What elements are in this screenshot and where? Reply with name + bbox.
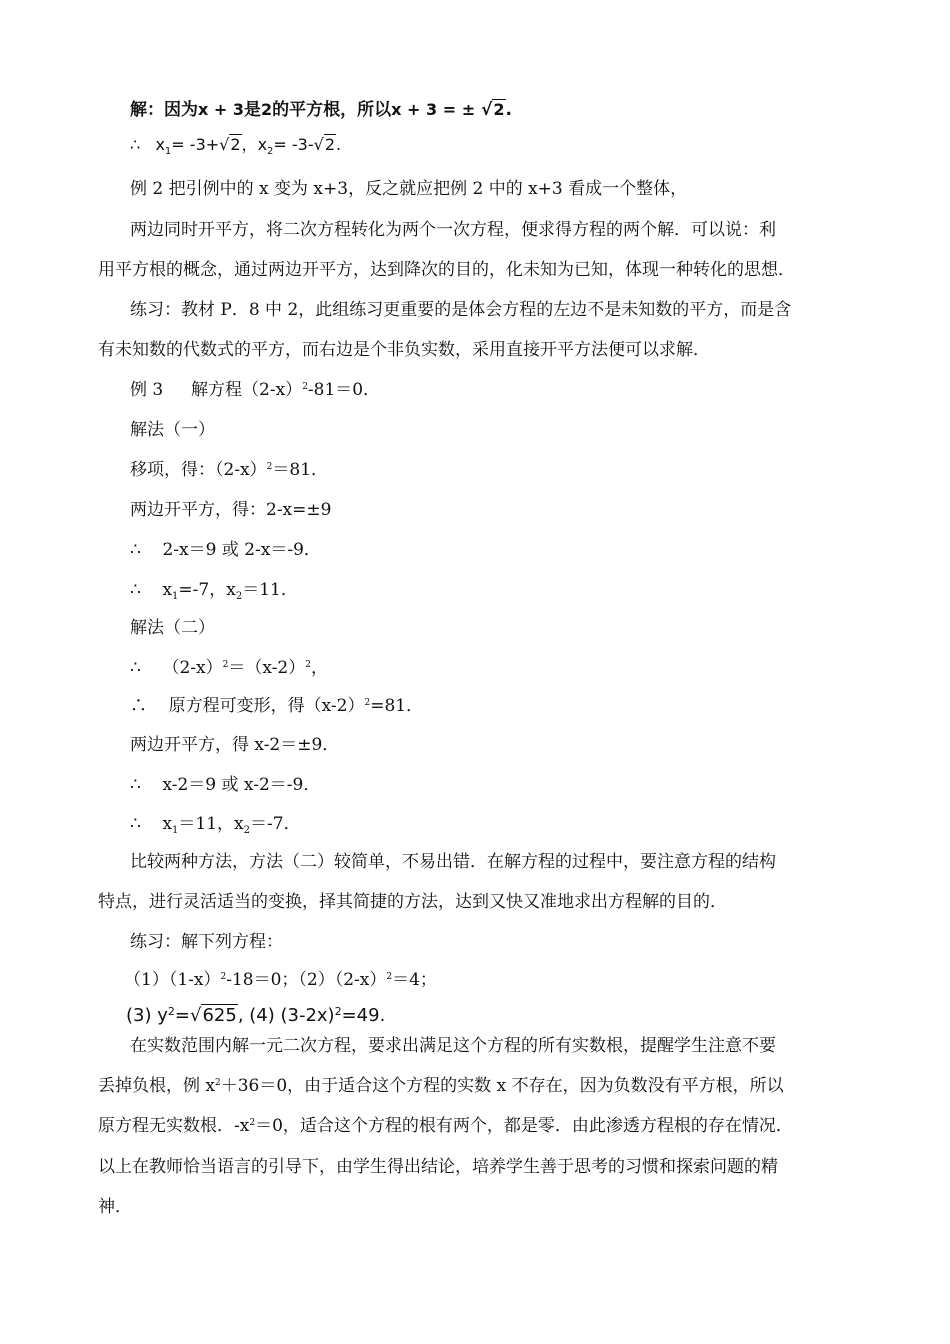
therefore-symbol: ∴ bbox=[130, 580, 141, 600]
expression: = -3- bbox=[273, 135, 314, 154]
text-segment: ＝4； bbox=[392, 970, 437, 990]
text-segment: 原方程可变形，得（x-2） bbox=[168, 696, 365, 716]
sqrt-sign: √ bbox=[219, 135, 230, 154]
superscript: 2 bbox=[220, 972, 227, 982]
text-segment: ＝0，适合这个方程的根有两个，都是零．由此渗透方程根的存在情况． bbox=[255, 1116, 793, 1136]
example-3-line bbox=[130, 378, 380, 402]
text-segment: x-2＝9 或 x-2＝-9． bbox=[162, 775, 321, 795]
therefore-symbol: ∴ bbox=[130, 775, 141, 795]
paragraph-line: 练习：教材 P．8 中 2，此组练习更重要的是体会方程的左边不是未知数的平方，而是含 bbox=[130, 300, 792, 320]
math-line bbox=[130, 578, 298, 602]
sqrt-sign: √ bbox=[313, 135, 324, 154]
period: . bbox=[505, 100, 512, 120]
superscript: 2 bbox=[334, 1005, 342, 1018]
paragraph-line: 有未知数的代数式的平方，而右边是个非负实数，采用直接开平方法便可以求解． bbox=[98, 340, 710, 360]
math-line bbox=[130, 773, 320, 797]
text-segment: , (4) (3-2x) bbox=[237, 1005, 335, 1026]
therefore-symbol: ∴ bbox=[130, 814, 141, 834]
comma: ， bbox=[241, 135, 258, 154]
subscript: 1 bbox=[172, 825, 179, 836]
superscript: 2 bbox=[167, 1005, 175, 1018]
text-segment: -81＝0． bbox=[307, 380, 381, 400]
exercise-line-2 bbox=[126, 1004, 385, 1028]
paragraph-line: 用平方根的概念，通过两边开平方，达到降次的目的，化未知为已知，体现一种转化的思想． bbox=[98, 260, 795, 280]
superscript: 2 bbox=[305, 660, 311, 670]
superscript: 2 bbox=[266, 462, 273, 472]
math-line bbox=[130, 694, 423, 718]
paragraph-line bbox=[98, 1074, 784, 1098]
math-line bbox=[130, 458, 328, 482]
text-segment: 例 3 解方程（2-x） bbox=[130, 380, 303, 400]
text-segment: ＝（x-2） bbox=[228, 658, 306, 678]
radicand: 2 bbox=[493, 100, 505, 119]
therefore-symbol: ∴ bbox=[130, 658, 141, 678]
text-segment: ， bbox=[310, 658, 328, 678]
expression: x + 3 bbox=[198, 100, 244, 119]
text-segment: （2-x） bbox=[162, 658, 223, 678]
paragraph-line bbox=[98, 1114, 793, 1138]
text-segment: -18＝0；（2）（2-x） bbox=[226, 970, 387, 990]
superscript: 2 bbox=[386, 972, 393, 982]
text-segment: ＋36＝0，由于适合这个方程的实数 x 不存在，因为负数没有平方根，所以 bbox=[220, 1076, 784, 1096]
method-heading: 解法（一） bbox=[130, 420, 215, 440]
text-segment: 解：因为 bbox=[130, 100, 198, 120]
superscript: 2 bbox=[222, 660, 229, 670]
text-segment: =81． bbox=[370, 696, 424, 716]
sqrt-sign: √ bbox=[189, 1005, 202, 1026]
text-segment: ＝81． bbox=[272, 460, 329, 480]
variable: x bbox=[162, 580, 173, 600]
superscript: 2 bbox=[364, 698, 371, 708]
text-segment: 的平方根，所以 bbox=[272, 100, 392, 120]
variable: x bbox=[162, 814, 173, 834]
superscript: 2 bbox=[249, 1118, 256, 1128]
text-segment: ＝11． bbox=[242, 580, 298, 600]
text-segment: ＝-7． bbox=[250, 814, 301, 834]
radicand: 625 bbox=[202, 1005, 237, 1026]
paragraph-line: 神． bbox=[98, 1197, 132, 1217]
math-line bbox=[130, 538, 321, 562]
math-line: 两边开平方，得：2-x=±9 bbox=[130, 500, 332, 520]
math-line bbox=[130, 812, 301, 836]
method-heading: 解法（二） bbox=[130, 618, 215, 638]
expression: x + 3 = ± bbox=[391, 100, 476, 119]
paragraph-line: 比较两种方法，方法（二）较简单，不易出错．在解方程的过程中，要注意方程的结构 bbox=[130, 852, 776, 872]
text-segment: 2-x＝9 或 2-x＝-9． bbox=[162, 540, 321, 560]
solution-line-2 bbox=[130, 133, 341, 157]
subscript: 2 bbox=[235, 591, 243, 602]
number: 2 bbox=[261, 100, 273, 119]
radicand: 2 bbox=[230, 135, 241, 154]
variable: x bbox=[257, 135, 268, 154]
therefore-symbol: ∴ bbox=[130, 540, 141, 560]
radicand: 2 bbox=[324, 135, 336, 154]
text-segment: 原方程无实数根．-x bbox=[98, 1116, 250, 1136]
text-segment: =-7，x bbox=[178, 580, 236, 600]
therefore-symbol: ∴ bbox=[130, 696, 147, 716]
variable: x bbox=[155, 135, 165, 154]
text-segment: 移项，得：（2-x） bbox=[130, 460, 267, 480]
text-segment: 是 bbox=[244, 100, 261, 120]
superscript: 2 bbox=[215, 1078, 221, 1088]
text-segment: 丢掉负根，例 x bbox=[98, 1076, 215, 1096]
text-segment: =49. bbox=[341, 1005, 386, 1026]
math-line: 两边开平方，得 x-2＝±9． bbox=[130, 735, 340, 755]
text-segment: （1）（1-x） bbox=[124, 970, 221, 990]
text-segment: ＝11，x bbox=[178, 814, 244, 834]
solution-line-1 bbox=[130, 98, 512, 122]
text-segment: = bbox=[174, 1005, 190, 1026]
paragraph-line: 以上在教师恰当语言的引导下，由学生得出结论，培养学生善于思考的习惯和探索问题的精 bbox=[98, 1157, 778, 1177]
superscript: 2 bbox=[302, 382, 308, 392]
exercise-heading: 练习：解下列方程： bbox=[130, 932, 283, 952]
subscript: 2 bbox=[243, 825, 251, 836]
paragraph-line: 两边同时开平方，将二次方程转化为两个一次方程，便求得方程的两个解．可以说：利 bbox=[130, 220, 776, 240]
exercise-line-1 bbox=[124, 968, 437, 992]
subscript: 1 bbox=[164, 146, 172, 157]
paragraph-line: 特点，进行灵活适当的变换，择其简捷的方法，达到又快又准地求出方程解的目的． bbox=[98, 892, 727, 912]
subscript: 1 bbox=[172, 591, 179, 602]
text-segment: (3) y bbox=[126, 1005, 168, 1026]
math-line bbox=[130, 656, 328, 680]
therefore-symbol: ∴ bbox=[130, 135, 141, 154]
period: . bbox=[336, 135, 342, 154]
paragraph-line: 在实数范围内解一元二次方程，要求出满足这个方程的所有实数根，提醒学生注意不要 bbox=[130, 1036, 776, 1056]
expression: = -3+ bbox=[171, 135, 220, 154]
subscript: 2 bbox=[267, 146, 274, 157]
paragraph-line: 例 2 把引例中的 x 变为 x+3，反之就应把例 2 中的 x+3 看成一个整体， bbox=[130, 179, 688, 199]
sqrt-sign: √ bbox=[481, 100, 493, 120]
